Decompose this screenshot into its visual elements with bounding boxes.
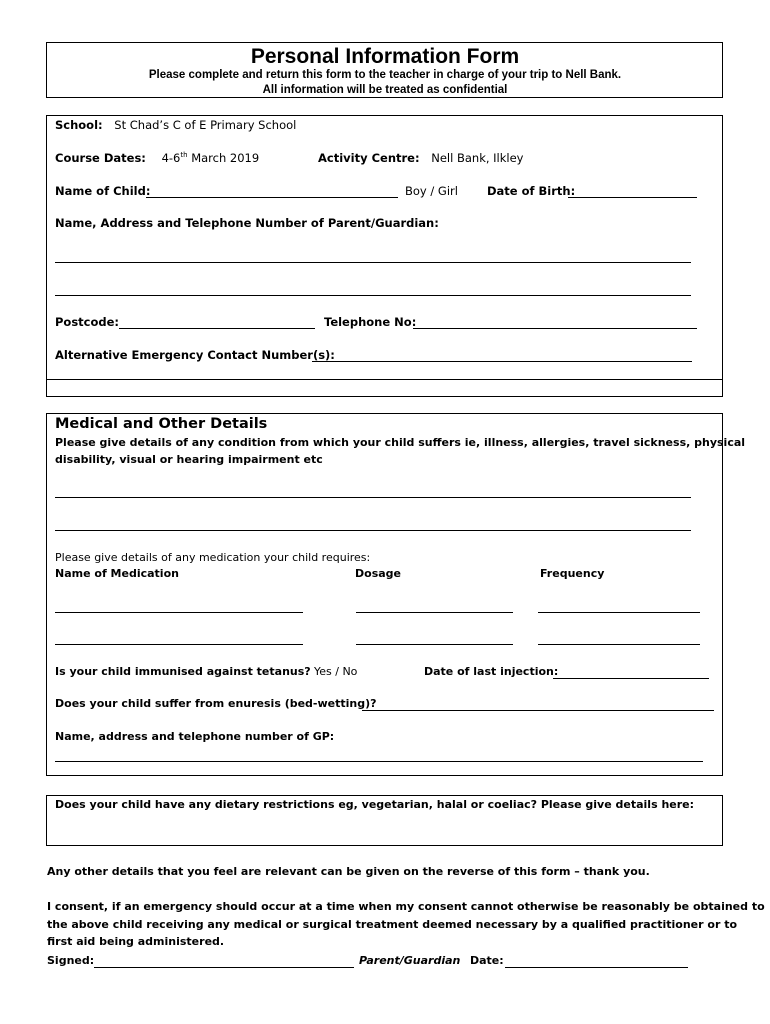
medication-name-field-2[interactable] [55, 644, 303, 645]
activity-centre-row [318, 151, 524, 165]
name-of-child-field[interactable] [146, 197, 398, 198]
course-dates-value: 4-6th March 2019 [161, 151, 260, 165]
date-field[interactable] [505, 967, 688, 968]
dob-field[interactable] [568, 197, 697, 198]
enuresis-field[interactable] [362, 710, 714, 711]
tetanus-yes-no[interactable]: Yes / No [314, 665, 358, 678]
form-subtitle-1: Please complete and return this form to the teacher in charge of your trip to Nell Bank. [148, 69, 622, 81]
telephone-label: Telephone No: [324, 315, 417, 329]
col-medication-header: Name of Medication [55, 567, 179, 580]
tetanus-label: Is your child immunised against tetanus? [55, 665, 311, 678]
school-value: St Chad’s C of E Primary School [114, 118, 297, 132]
activity-centre-label: Activity Centre: [318, 151, 420, 165]
medical-section [46, 413, 723, 776]
last-injection-field[interactable] [553, 678, 709, 679]
parent-address-line-1[interactable] [55, 262, 691, 263]
medication-prompt: Please give details of any medication your child requires: [55, 551, 371, 564]
name-of-child-label: Name of Child: [55, 184, 151, 198]
medication-dosage-field-2[interactable] [356, 644, 513, 645]
medication-frequency-field-1[interactable] [538, 612, 700, 613]
conditions-prompt-2: disability, visual or hearing impairment etc [55, 453, 323, 466]
course-dates-row [55, 151, 259, 165]
medical-heading: Medical and Other Details [55, 416, 268, 432]
col-frequency-header: Frequency [540, 567, 605, 580]
last-injection-label: Date of last injection: [424, 665, 559, 678]
school-label: School: [55, 118, 103, 132]
medication-frequency-field-2[interactable] [538, 644, 700, 645]
other-details-note: Any other details that you feel are relevant can be given on the reverse of this form – thank you. [47, 865, 650, 878]
medication-dosage-field-1[interactable] [356, 612, 513, 613]
activity-centre-value: Nell Bank, Ilkley [431, 151, 524, 165]
col-dosage-header: Dosage [355, 567, 401, 580]
conditions-line-2[interactable] [55, 530, 691, 531]
personal-section-divider [46, 379, 723, 380]
emergency-contact-field[interactable] [312, 361, 692, 362]
parent-guardian-caption: Parent/Guardian [359, 954, 461, 967]
signed-label: Signed: [47, 954, 95, 967]
parent-guardian-label: Name, Address and Telephone Number of Parent/Guardian: [55, 216, 439, 230]
enuresis-label: Does your child suffer from enuresis (bed-wetting)? [55, 697, 377, 710]
consent-line-3: first aid being administered. [47, 935, 225, 948]
signature-field[interactable] [94, 967, 354, 968]
date-label: Date: [470, 954, 504, 967]
dob-label: Date of Birth: [487, 184, 576, 198]
postcode-label: Postcode: [55, 315, 120, 329]
gp-label: Name, address and telephone number of GP: [55, 730, 335, 743]
conditions-line-1[interactable] [55, 497, 691, 498]
postcode-field[interactable] [119, 328, 315, 329]
gp-field[interactable] [55, 761, 703, 762]
telephone-field[interactable] [413, 328, 697, 329]
boy-girl-option[interactable]: Boy / Girl [405, 184, 458, 198]
consent-line-1: I consent, if an emergency should occur at a time when my consent cannot otherwise be reasonably be obtained to [47, 900, 765, 913]
dietary-label: Does your child have any dietary restrictions eg, vegetarian, halal or coeliac? Please give details here: [55, 798, 695, 811]
conditions-prompt-1: Please give details of any condition from which your child suffers ie, illness, allergies, travel sickness, physical [55, 436, 746, 449]
form-title: Personal Information Form [250, 45, 520, 68]
form-subtitle-2: All information will be treated as confidential [262, 84, 508, 96]
consent-line-2: the above child receiving any medical or surgical treatment deemed necessary by a qualified practitioner or to [47, 918, 738, 931]
emergency-contact-label: Alternative Emergency Contact Number(s): [55, 348, 335, 362]
parent-address-line-2[interactable] [55, 295, 691, 296]
school-row [55, 118, 296, 132]
course-dates-label: Course Dates: [55, 151, 146, 165]
medication-name-field-1[interactable] [55, 612, 303, 613]
